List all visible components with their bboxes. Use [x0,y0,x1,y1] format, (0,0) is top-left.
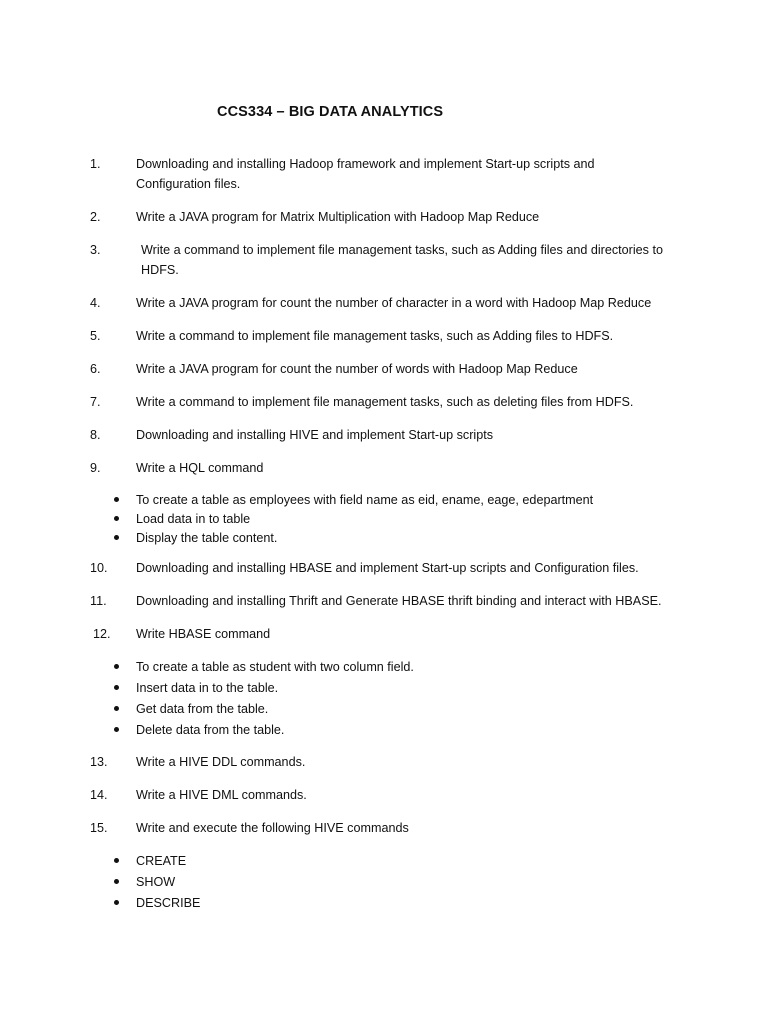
bullet-icon [114,664,119,669]
item-text: Write a JAVA program for count the number of words with Hadoop Map Reduce [136,362,578,376]
item-text: Write a JAVA program for Matrix Multiplication with Hadoop Map Reduce [136,210,540,224]
item-text: Write and execute the following HIVE commands [136,821,409,835]
bullet-icon [114,900,119,905]
item-number: 9. [90,461,101,475]
item-number: 11. [90,594,107,608]
item-text: Write a HQL command [136,461,264,475]
bullet-icon [114,535,119,540]
item-number: 3. [90,243,101,257]
item-text: Write a command to implement file management tasks, such as Adding files and directories to [141,243,663,257]
item-number: 14. [90,788,108,802]
item-text: Write a JAVA program for count the number of character in a word with Hadoop Map Reduce [136,296,652,310]
item-text: Downloading and installing Hadoop framework and implement Start-up scripts and [136,157,595,171]
bullet-text: Load data in to table [136,512,251,526]
item-text: Write a command to implement file management tasks, such as deleting files from HDFS. [136,395,634,409]
bullet-icon [114,858,119,863]
bullet-text: Insert data in to the table. [136,681,279,695]
bullet-text: Get data from the table. [136,702,269,716]
item-text: Downloading and installing Thrift and Generate HBASE thrift binding and interact with HBASE. [136,594,662,608]
item-text: Write a HIVE DDL commands. [136,755,306,769]
item-text: Downloading and installing HIVE and implement Start-up scripts [136,428,494,442]
bullet-text: To create a table as employees with field name as eid, ename, eage, edepartment [136,493,594,507]
bullet-text: Delete data from the table. [136,723,285,737]
item-text: Configuration files. [136,177,241,191]
item-text: Write HBASE command [136,627,271,641]
item-number: 8. [90,428,101,442]
item-number: 15. [90,821,108,835]
item-text: HDFS. [141,263,179,277]
bullet-text: Display the table content. [136,531,278,545]
bullet-icon [114,879,119,884]
item-number: 6. [90,362,101,376]
item-number: 5. [90,329,101,343]
item-number: 1. [90,157,101,171]
item-number: 2. [90,210,101,224]
item-text: Write a HIVE DML commands. [136,788,307,802]
item-number: 10. [90,561,108,575]
document-title: CCS334 – BIG DATA ANALYTICS [217,104,444,120]
item-number: 13. [90,755,108,769]
item-text: Downloading and installing HBASE and implement Start-up scripts and Configuration files. [136,561,639,575]
bullet-text: To create a table as student with two column field. [136,660,414,674]
item-number: 12. [93,627,111,641]
bullet-icon [114,727,119,732]
bullet-icon [114,706,119,711]
bullet-text: DESCRIBE [136,896,201,910]
item-number: 4. [90,296,101,310]
bullet-icon [114,516,119,521]
bullet-text: CREATE [136,854,187,868]
item-text: Write a command to implement file management tasks, such as Adding files to HDFS. [136,329,614,343]
item-number: 7. [90,395,101,409]
bullet-icon [114,685,119,690]
bullet-text: SHOW [136,875,176,889]
bullet-icon [114,497,119,502]
